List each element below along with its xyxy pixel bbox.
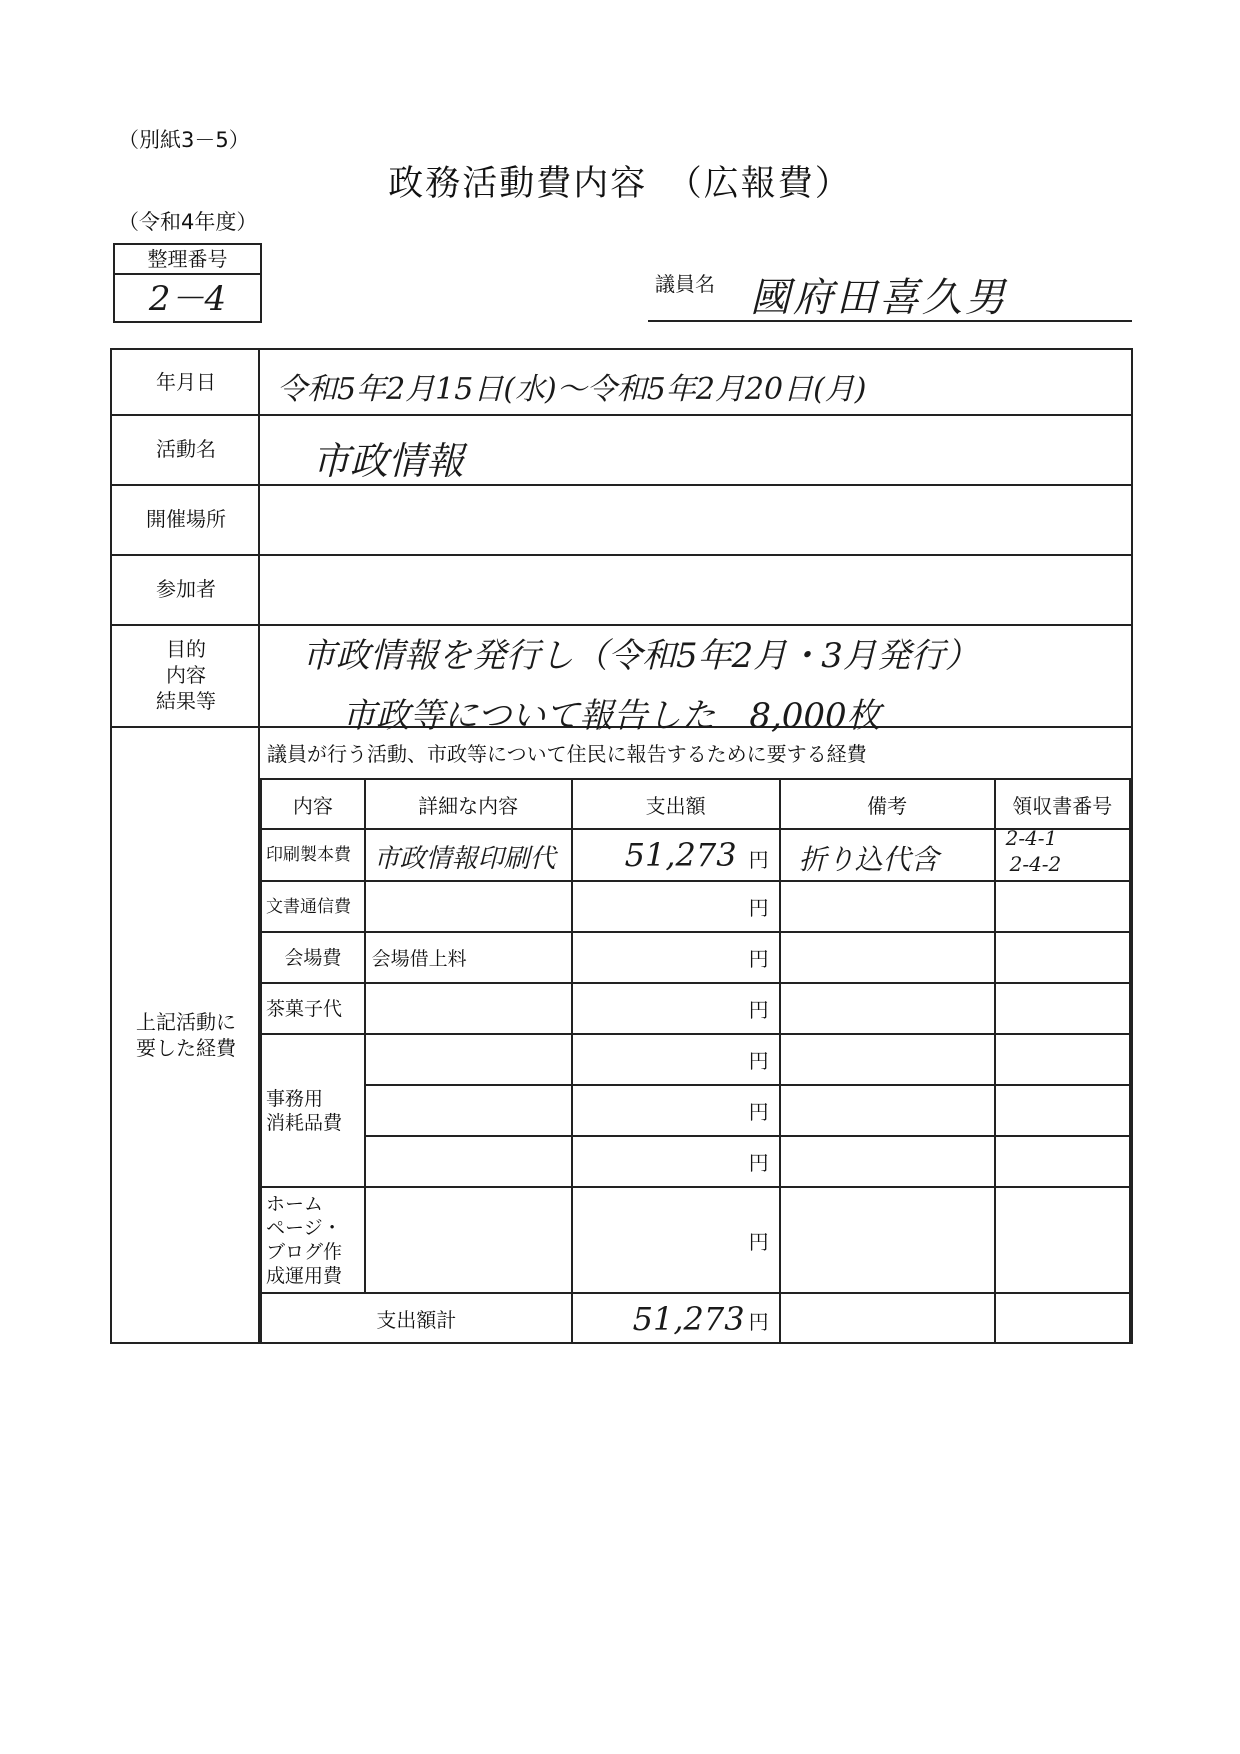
homepage-line3: ブログ作: [266, 1241, 343, 1263]
homepage-line2: ページ・: [266, 1217, 342, 1239]
communication-detail: [365, 881, 572, 932]
communication-category: 文書通信費: [261, 881, 365, 932]
total-amount: 51,273: [632, 1300, 745, 1338]
expense-row-homepage: [261, 1187, 1130, 1293]
printing-receipt1: 2-4-1: [1005, 829, 1058, 850]
participants-label: 参加者: [156, 577, 216, 601]
printing-yen: 円: [748, 848, 769, 872]
office-supplies-line2: 消耗品費: [266, 1111, 343, 1134]
purpose-line2: 市政等について報告した 8,000枚: [342, 696, 881, 736]
activity-name-value: 市政情報: [312, 439, 465, 483]
expense-row-communication: [261, 881, 1130, 932]
refreshments-receipt: [995, 983, 1130, 1034]
office-detail-2: [365, 1085, 572, 1136]
activity-name-label: 活動名: [156, 437, 216, 461]
printing-remarks: 折り込代含: [798, 843, 939, 876]
purpose-label-line3: 結果等: [156, 689, 216, 713]
header-receipt: 領収書番号: [995, 779, 1130, 829]
printing-amount: 51,273: [624, 836, 737, 874]
printing-amount-cell: [572, 829, 780, 881]
purpose-label: [112, 624, 260, 726]
expenses-label-line1: 上記活動に: [136, 1010, 236, 1034]
header-detail: 詳細な内容: [365, 779, 572, 829]
expense-row-printing: [261, 829, 1130, 881]
printing-detail-cell: [365, 829, 572, 881]
expense-table: [260, 778, 1131, 1344]
total-yen: 円: [748, 1310, 769, 1334]
row-divider: [112, 414, 1131, 416]
homepage-detail: [365, 1187, 572, 1293]
office-remarks-1: [780, 1034, 995, 1085]
venue-fee-category: 会場費: [261, 932, 365, 983]
activity-form-table: [110, 348, 1133, 1344]
header-amount: 支出額: [572, 779, 780, 829]
reference-number-value: 2－4: [148, 279, 227, 319]
expense-row-refreshments: [261, 983, 1130, 1034]
printing-remarks-cell: [780, 829, 995, 881]
refreshments-detail: [365, 983, 572, 1034]
office-supplies-line1: 事務用: [266, 1087, 324, 1110]
row-divider: [112, 554, 1131, 556]
row-divider: [112, 484, 1131, 486]
office-detail-3: [365, 1136, 572, 1187]
communication-remarks: [780, 881, 995, 932]
office-remarks-3: [780, 1136, 995, 1187]
total-remarks: [780, 1293, 995, 1343]
office-supplies-category: [261, 1034, 365, 1187]
page-title: 政務活動費内容 （広報費）: [388, 164, 852, 204]
communication-receipt: [995, 881, 1130, 932]
member-underline: [648, 320, 1132, 322]
homepage-yen: 円: [572, 1187, 780, 1293]
reference-number-box: [113, 243, 262, 323]
member-name: 國府田喜久男: [750, 275, 1008, 321]
expense-row-venue: [261, 932, 1130, 983]
venue-label: 開催場所: [146, 507, 226, 531]
homepage-receipt: [995, 1187, 1130, 1293]
expense-total-row: [261, 1293, 1130, 1343]
total-label: 支出額計: [261, 1293, 572, 1343]
total-amount-cell: [572, 1293, 780, 1343]
refreshments-category: 茶菓子代: [261, 983, 365, 1034]
office-yen-1: 円: [572, 1034, 780, 1085]
office-yen-2: 円: [572, 1085, 780, 1136]
office-yen-3: 円: [572, 1136, 780, 1187]
office-receipt-1: [995, 1034, 1130, 1085]
communication-yen: 円: [572, 881, 780, 932]
venue-fee-yen: 円: [572, 932, 780, 983]
purpose-label-line1: 目的: [166, 637, 206, 661]
venue-fee-receipt: [995, 932, 1130, 983]
header-category: 内容: [261, 779, 365, 829]
homepage-remarks: [780, 1187, 995, 1293]
date-value: 令和5年2月15日(水)～令和5年2月20日(月): [277, 372, 867, 407]
row-divider: [112, 624, 1131, 626]
printing-receipt2: 2-4-2: [1009, 852, 1062, 876]
refreshments-yen: 円: [572, 983, 780, 1034]
expenses-label-line2: 要した経費: [136, 1036, 236, 1060]
reference-number-label: 整理番号: [115, 245, 260, 275]
office-receipt-3: [995, 1136, 1130, 1187]
header-remarks: 備考: [780, 779, 995, 829]
date-label: 年月日: [156, 370, 216, 394]
purpose-line1: 市政情報を発行し（令和5年2月・3月発行）: [302, 636, 979, 676]
total-receipt: [995, 1293, 1130, 1343]
refreshments-remarks: [780, 983, 995, 1034]
office-receipt-2: [995, 1085, 1130, 1136]
venue-fee-detail: 会場借上料: [365, 932, 572, 983]
homepage-line4: 成運用費: [266, 1265, 343, 1287]
printing-category: 印刷製本費: [261, 829, 365, 881]
form-id: （別紙3－5）: [118, 128, 250, 152]
purpose-label-line2: 内容: [166, 663, 206, 687]
expense-header-row: [261, 779, 1130, 829]
homepage-category: [261, 1187, 365, 1293]
expenses-label: [112, 726, 260, 1344]
venue-fee-remarks: [780, 932, 995, 983]
printing-receipt-cell: [995, 829, 1130, 881]
printing-detail: 市政情報印刷代: [373, 844, 556, 874]
expense-row-office-2: [261, 1085, 1130, 1136]
fiscal-year: （令和4年度）: [118, 210, 258, 234]
office-detail-1: [365, 1034, 572, 1085]
expense-row-office-3: [261, 1136, 1130, 1187]
expenses-intro: 議員が行う活動、市政等について住民に報告するために要する経費: [267, 742, 867, 766]
homepage-line1: ホーム: [266, 1193, 324, 1215]
member-label: 議員名: [655, 272, 715, 296]
expense-row-office-1: [261, 1034, 1130, 1085]
office-remarks-2: [780, 1085, 995, 1136]
